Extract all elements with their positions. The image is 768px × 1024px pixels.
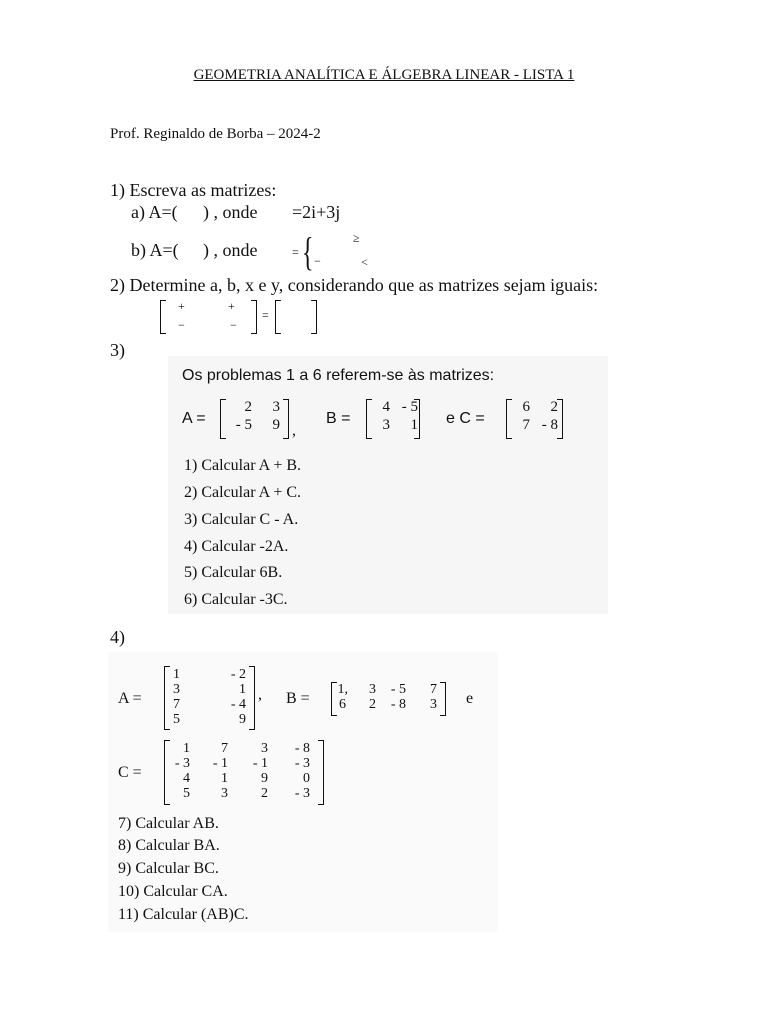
q3-item-1: 1) Calcular A + B. — [184, 457, 302, 474]
q2-right-matrix-close — [311, 300, 317, 334]
q4-C-cell: 1 — [221, 771, 228, 786]
q3-item-4: 4) Calcular -2A. — [184, 538, 289, 555]
q3-B-cell: - 5 — [401, 399, 418, 415]
q3-item-2: 2) Calcular A + C. — [184, 484, 302, 501]
q2-minus-2: − — [230, 318, 237, 332]
q4-C-cell: 3 — [261, 741, 268, 756]
q3-item-5: 5) Calcular 6B. — [184, 564, 283, 581]
q4-A-label: A = — [118, 690, 142, 707]
q4-A-cell: 9 — [239, 712, 246, 727]
q3-C-cell: - 8 — [541, 417, 558, 433]
q2-left-matrix-open — [160, 300, 166, 334]
q4-item-11: 11) Calcular (AB)C. — [118, 906, 249, 923]
q4-A-cell: - 2 — [230, 667, 246, 682]
q4-C-cell: - 3 — [174, 756, 190, 771]
q1b-minus: − — [314, 254, 321, 268]
q1b-lt: < — [361, 255, 368, 269]
q4-C-close — [318, 740, 324, 805]
q4-B-cell: 2 — [369, 697, 376, 712]
q4-B-cell: 1, — [337, 682, 348, 697]
q2-right-matrix-open — [275, 300, 281, 334]
q4-C-label: C = — [118, 764, 142, 781]
q2-minus-1: − — [178, 318, 185, 332]
q2-plus-2: + — [228, 299, 235, 313]
q3-B-label: B = — [326, 410, 351, 427]
q3-B-cell: 1 — [410, 417, 418, 433]
q3-A-label: A = — [182, 410, 206, 427]
q4-C-cell: 7 — [221, 741, 228, 756]
q1a-suffix: ) , onde — [203, 202, 258, 222]
q4-label: 4) — [110, 627, 125, 647]
q4-B-cell: 3 — [430, 697, 437, 712]
q2-equals: = — [262, 308, 269, 322]
q1b-ge: ≥ — [353, 231, 360, 245]
q3-C-cell: 2 — [550, 399, 558, 415]
q2-left-matrix-close — [251, 300, 257, 334]
q1a-prefix: a) A=( — [131, 202, 178, 222]
q4-A-comma: , — [258, 686, 262, 703]
q3-intro: Os problemas 1 a 6 referem-se às matrizes: — [182, 367, 495, 384]
q4-A-cell: 1 — [173, 667, 180, 682]
q2-plus-1: + — [178, 299, 185, 313]
q4-B-cell: 6 — [339, 697, 346, 712]
q1b-prefix: b) A=( — [131, 240, 179, 260]
professor-line: Prof. Reginaldo de Borba – 2024-2 — [110, 126, 321, 142]
q4-C-cell: 0 — [303, 771, 310, 786]
q4-A-close — [249, 666, 255, 730]
q4-C-cell: 9 — [261, 771, 268, 786]
q4-C-cell: 2 — [261, 786, 268, 801]
q4-C-cell: 1 — [183, 741, 190, 756]
q4-item-10: 10) Calcular CA. — [118, 883, 228, 900]
q4-A-cell: 5 — [173, 712, 180, 727]
document-title: GEOMETRIA ANALÍTICA E ÁLGEBRA LINEAR - LISTA 1 — [193, 67, 575, 83]
q2-label: 2) Determine a, b, x e y, considerando que as matrizes sejam iguais: — [110, 275, 599, 295]
q4-item-8: 8) Calcular BA. — [118, 837, 220, 854]
q3-A-cell: - 5 — [235, 417, 252, 433]
q3-A-cell: 9 — [272, 417, 280, 433]
q3-C-cell: 6 — [522, 399, 530, 415]
q4-and: e — [466, 690, 474, 707]
q3-item-3: 3) Calcular C - A. — [184, 511, 299, 528]
q1-label: 1) Escreva as matrizes: — [110, 180, 277, 200]
q3-A-cell: 2 — [244, 399, 252, 415]
q4-A-cell: 7 — [173, 697, 180, 712]
q4-A-cell: 1 — [239, 682, 246, 697]
q4-C-cell: - 3 — [294, 786, 310, 801]
q4-B-close — [440, 682, 446, 716]
q4-C-cell: - 1 — [212, 756, 228, 771]
q3-B-cell: 4 — [382, 399, 390, 415]
q4-A-cell: 3 — [173, 682, 180, 697]
q3-C-cell: 7 — [522, 417, 530, 433]
q4-B-cell: 7 — [430, 682, 437, 697]
q4-C-cell: - 8 — [294, 741, 310, 756]
q4-B-label: B = — [286, 690, 310, 707]
q1b-suffix: ) , onde — [203, 240, 258, 260]
q1a-rule: =2i+3j — [292, 202, 341, 222]
q3-label: 3) — [110, 340, 125, 360]
q3-C-label: e C = — [446, 410, 485, 427]
q3-A-close — [283, 399, 289, 439]
q4-B-cell: 3 — [369, 682, 376, 697]
q4-item-7: 7) Calcular AB. — [118, 815, 219, 832]
q4-B-cell: - 5 — [390, 682, 406, 697]
q4-C-cell: - 3 — [294, 756, 310, 771]
q3-A-cell: 3 — [272, 399, 280, 415]
q4-A-cell: - 4 — [230, 697, 246, 712]
q3-B-close — [414, 399, 420, 439]
q4-C-cell: 5 — [183, 786, 190, 801]
q1b-eq: = — [292, 245, 299, 259]
q3-B-cell: 3 — [382, 417, 390, 433]
q1b-brace: { — [302, 229, 314, 274]
q4-C-cell: 3 — [221, 786, 228, 801]
q4-B-cell: - 8 — [390, 697, 406, 712]
q3-A-comma: , — [292, 422, 296, 439]
q3-item-6: 6) Calcular -3C. — [184, 591, 288, 608]
q3-C-close — [557, 399, 563, 439]
q4-C-cell: 4 — [183, 771, 190, 786]
q4-item-9: 9) Calcular BC. — [118, 860, 219, 877]
q4-C-cell: - 1 — [252, 756, 268, 771]
